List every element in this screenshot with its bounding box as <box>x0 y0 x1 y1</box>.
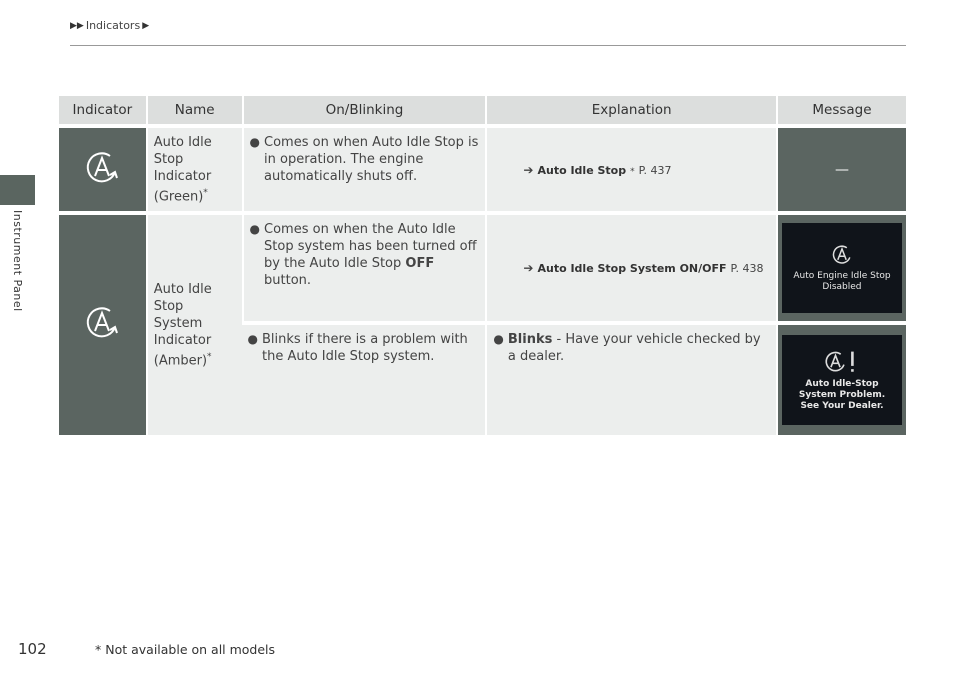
footnote: * Not available on all models <box>95 642 276 657</box>
indicator-cell <box>59 211 146 435</box>
display-message-screen <box>782 223 902 313</box>
on-blinking-text: Comes on when Auto Idle Stop is in operation. The engine automatically shuts off. <box>264 135 479 184</box>
page-number: 102 <box>18 640 47 658</box>
on-blinking-cell <box>242 321 486 435</box>
blinks-label: Blinks <box>507 332 553 348</box>
explanation-cell <box>485 321 776 435</box>
header-explanation: Explanation <box>485 96 776 124</box>
display-message-text: Auto Engine Idle Stop Disabled <box>793 271 891 293</box>
indicator-table <box>59 96 906 435</box>
asterisk-mark: * <box>630 166 635 177</box>
top-divider <box>70 45 906 46</box>
display-message-screen <box>782 335 902 425</box>
reference-arrow-icon: ➔ <box>523 261 534 276</box>
header-message: Message <box>776 96 906 124</box>
bullet-icon: ● <box>247 332 259 347</box>
asterisk-mark: * <box>207 352 212 363</box>
message-cell <box>776 321 906 435</box>
breadcrumb-section[interactable]: Indicators <box>85 19 141 32</box>
breadcrumb-arrow-icon: ▶ <box>142 20 150 31</box>
chapter-side-label: Instrument Panel <box>11 210 24 312</box>
on-blinking-text: Blinks if there is a problem with the Auto Idle Stop system. <box>262 332 468 365</box>
reference-link[interactable]: Auto Idle Stop <box>537 163 627 177</box>
explanation-text: - Have your vehicle checked by a dealer. <box>507 332 761 365</box>
indicator-name-green: Auto Idle Stop Indicator (Green) <box>153 135 212 205</box>
header-indicator: Indicator <box>59 96 146 124</box>
indicator-cell <box>59 124 146 211</box>
name-cell <box>146 211 242 435</box>
header-name: Name <box>146 96 242 124</box>
on-blinking-text: Comes on when the Auto Idle Stop system has been turned off by the Auto Idle Stop <box>264 222 477 272</box>
table-header-row <box>59 96 906 124</box>
auto-idle-stop-icon <box>830 243 854 267</box>
table-row <box>59 211 906 321</box>
on-blinking-cell <box>242 124 486 211</box>
reference-arrow-icon: ➔ <box>523 162 534 177</box>
explanation-cell <box>485 124 776 211</box>
reference-page: P. 437 <box>638 163 672 177</box>
off-button-label: OFF <box>405 256 435 272</box>
asterisk-mark: * <box>203 188 208 198</box>
bullet-icon: ● <box>249 135 261 149</box>
table-row <box>59 124 906 211</box>
on-blinking-cell <box>242 211 486 321</box>
breadcrumb <box>70 19 149 32</box>
auto-idle-stop-warning-icon <box>822 349 862 375</box>
chapter-tab-marker <box>0 175 35 205</box>
bullet-icon: ● <box>249 222 261 237</box>
bullet-icon: ● <box>493 332 504 347</box>
message-cell: — <box>776 124 906 211</box>
breadcrumb-arrow-icon: ▶▶ <box>70 20 84 31</box>
reference-link[interactable]: Auto Idle Stop System ON/OFF <box>537 262 727 276</box>
display-message-text: Auto Idle-Stop System Problem. See Your Dealer. <box>798 378 886 411</box>
name-cell <box>146 124 242 211</box>
message-cell <box>776 211 906 321</box>
reference-page: P. 438 <box>730 262 764 276</box>
indicator-name-amber: Auto Idle Stop System Indicator (Amber) <box>153 282 212 369</box>
auto-idle-stop-green-icon <box>82 148 122 188</box>
explanation-cell <box>485 211 776 321</box>
auto-idle-stop-amber-icon <box>82 303 122 343</box>
header-on-blinking: On/Blinking <box>242 96 486 124</box>
on-blinking-text-end: button. <box>264 273 312 289</box>
